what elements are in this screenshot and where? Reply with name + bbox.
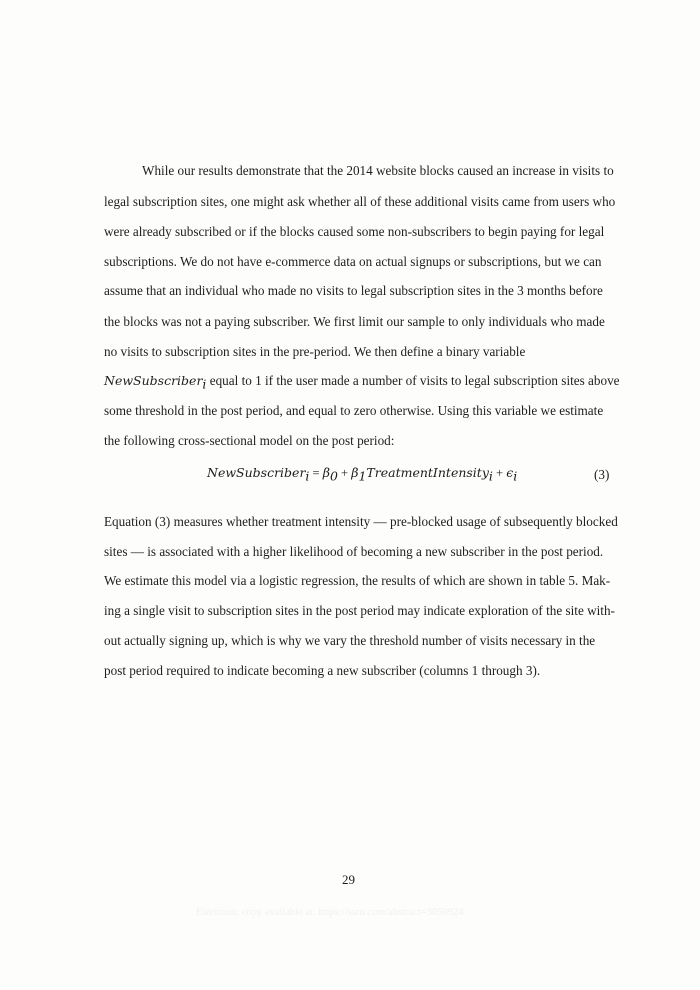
equation-equals: =	[309, 466, 323, 480]
paragraph-1-line-2: legal subscription sites, one might ask whether all of these additional visits came from users who	[104, 194, 616, 209]
variable-subscript: i	[202, 376, 207, 392]
ssrn-footer-watermark: Electronic copy available at: https://ssrn.com/abstract=3050924	[196, 907, 464, 918]
paragraph-2-line-4: ing a single visit to subscription sites in the post period may indicate exploration of the site with-	[104, 603, 615, 618]
equation-beta0: β	[322, 465, 330, 480]
paragraph-1-line-4: subscriptions. We do not have e-commerce data on actual signups or subscriptions, but we can	[104, 254, 602, 269]
paragraph-2-line-3: We estimate this model via a logistic regression, the results of which are shown in table 5. Mak-	[104, 573, 611, 588]
paragraph-1-line-10: the following cross-sectional model on the post period:	[104, 433, 395, 448]
paragraph-1-line-9: some threshold in the post period, and equal to zero otherwise. Using this variable we estimate	[104, 403, 604, 418]
paragraph-2-line-6: post period required to indicate becoming a new subscriber (columns 1 through 3).	[104, 663, 541, 678]
equation-number: (3)	[594, 467, 610, 482]
paragraph-2-line-1: Equation (3) measures whether treatment intensity — pre-blocked usage of subsequently blocked	[104, 514, 618, 529]
equation	[207, 465, 517, 484]
paragraph-1-line-5: assume that an individual who made no visits to legal subscription sites in the 3 months before	[104, 283, 603, 298]
paragraph-1-line-3: were already subscribed or if the blocks caused some non-subscribers to begin paying for legal	[104, 224, 605, 239]
equation-lhs-sub: i	[305, 468, 310, 484]
equation-epsilon: ϵ	[506, 465, 514, 480]
equation-epsilon-sub: i	[513, 468, 518, 484]
paragraph-2-line-5: out actually signing up, which is why we vary the threshold number of visits necessary in the	[104, 633, 596, 648]
equation-term: TreatmentIntensity	[366, 465, 489, 480]
paragraph-1-line-1: While our results demonstrate that the 2014 website blocks caused an increase in visits to	[142, 163, 614, 178]
equation-beta1-sub: 1	[358, 468, 367, 484]
paragraph-1-line-7: no visits to subscription sites in the pre-period. We then define a binary variable	[104, 344, 526, 359]
variable-name: NewSubscriber	[104, 373, 203, 388]
paragraph-2-line-2: sites — is associated with a higher likelihood of becoming a new subscriber in the post period.	[104, 544, 604, 559]
equation-plus-1: +	[337, 466, 352, 480]
equation-lhs: NewSubscriber	[207, 465, 306, 480]
paragraph-1-line-8-text: equal to 1 if the user made a number of visits to legal subscription sites above	[206, 373, 620, 388]
equation-plus-2: +	[492, 466, 507, 480]
paragraph-1-line-6: the blocks was not a paying subscriber. We first limit our sample to only individuals who made	[104, 314, 605, 329]
equation-beta1: β	[351, 465, 359, 480]
paragraph-1-line-8	[104, 373, 620, 393]
equation-term-sub: i	[488, 468, 493, 484]
equation-beta0-sub: 0	[329, 468, 338, 484]
page-number: 29	[342, 872, 355, 887]
